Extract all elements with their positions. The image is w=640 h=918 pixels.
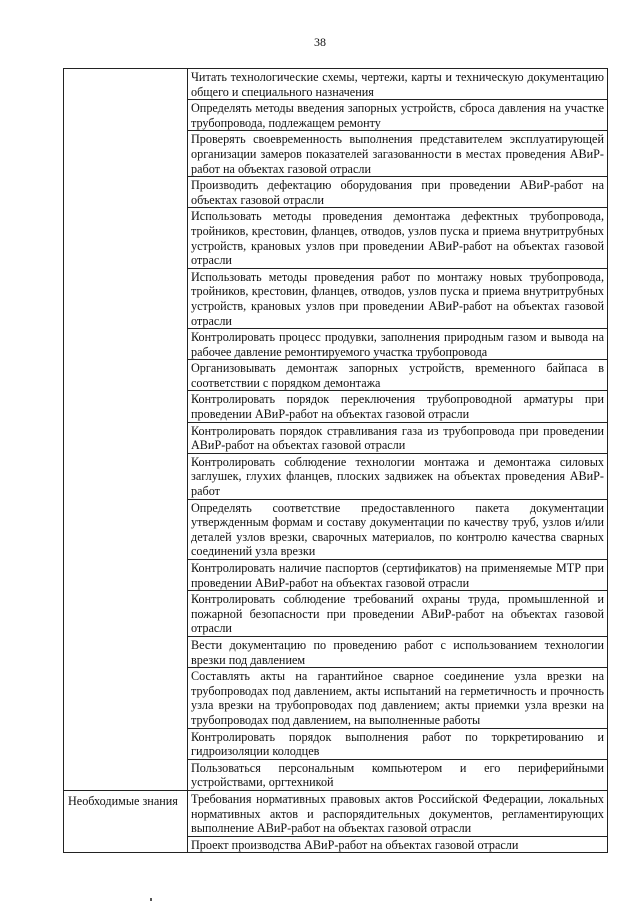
skill-item: Контролировать соблюдение технологии монтажа и демонтажа силовых заглушек, глухих фланцев, плоских задвижек на объектах проведения АВиР-работ: [188, 453, 608, 499]
knowledge-item: Требования нормативных правовых актов Российской Федерации, локальных нормативных актов и распорядительных документов, регламентирующих выполнение АВиР-работ на объектах газовой отрасли: [188, 790, 608, 836]
skill-item: Контролировать порядок выполнения работ по торкретированию и гидроизоляции колодцев: [188, 728, 608, 759]
skills-label-cell: [64, 69, 188, 791]
skill-item: Пользоваться персональным компьютером и его периферийными устройствами, оргтехникой: [188, 759, 608, 790]
skill-item: Контролировать соблюдение требований охраны труда, промышленной и пожарной безопасности при проведении АВиР-работ на объектах газовой отрасли: [188, 591, 608, 637]
skill-item: Организовывать демонтаж запорных устройств, временного байпаса в соответствии с порядком демонтажа: [188, 360, 608, 391]
skill-item: Использовать методы проведения демонтажа дефектных трубопровода, тройников, крестовин, фланцев, отводов, узлов пуска и приема внутритрубных устройств, крановых узлов при проведении АВиР-работ на объектах газовой отрасли: [188, 208, 608, 268]
page-number: 38: [314, 35, 326, 49]
competency-table: [63, 68, 608, 853]
skill-item: Проверять своевременность выполнения представителем эксплуатирующей организации замеров показателей загазованности в местах проведения АВиР-работ на объектах газовой отрасли: [188, 131, 608, 177]
skill-item: Контролировать процесс продувки, заполнения природным газом и вывода на рабочее давление ремонтируемого участка трубопровода: [188, 329, 608, 360]
skill-item: Производить дефектацию оборудования при проведении АВиР-работ на объектах газовой отрасли: [188, 177, 608, 208]
knowledge-label-cell: Необходимые знания: [64, 790, 188, 852]
table-row: [64, 69, 608, 100]
skill-item: Определять соответствие предоставленного пакета документации утвержденным формам и составу документации по качеству труб, узлов и/или деталей узлов врезки, сварочных материалов, по контролю качества сварных соединений узла врезки: [188, 499, 608, 559]
skill-item: Определять методы введения запорных устройств, сброса давления на участке трубопровода, подлежащем ремонту: [188, 100, 608, 131]
skill-item: Вести документацию по проведению работ с использованием технологии врезки под давлением: [188, 636, 608, 667]
table-row: [64, 790, 608, 836]
skill-item: Контролировать порядок переключения трубопроводной арматуры при проведении АВиР-работ на объектах газовой отрасли: [188, 391, 608, 422]
skill-item: Использовать методы проведения работ по монтажу новых трубопровода, тройников, крестовин, фланцев, отводов, узлов пуска и приема внутритрубных устройств, крановых узлов при проведении АВиР-работ на объектах газовой отрасли: [188, 268, 608, 328]
knowledge-item: Проект производства АВиР-работ на объектах газовой отрасли: [188, 836, 608, 853]
skill-item: Читать технологические схемы, чертежи, карты и техническую документацию общего и специального назначения: [188, 69, 608, 100]
scan-speck: [150, 898, 152, 901]
skill-item: Составлять акты на гарантийное сварное соединение узла врезки на трубопроводах под давлением, акты испытаний на герметичность и прочность узла врезки на трубопроводах под давлением; акты приемки узла врезки на трубопроводах под давлением, на выполненные работы: [188, 668, 608, 728]
skill-item: Контролировать порядок стравливания газа из трубопровода при проведении АВиР-работ на объектах газовой отрасли: [188, 422, 608, 453]
skill-item: Контролировать наличие паспортов (сертификатов) на применяемые МТР при проведении АВиР-работ на объектах газовой отрасли: [188, 560, 608, 591]
